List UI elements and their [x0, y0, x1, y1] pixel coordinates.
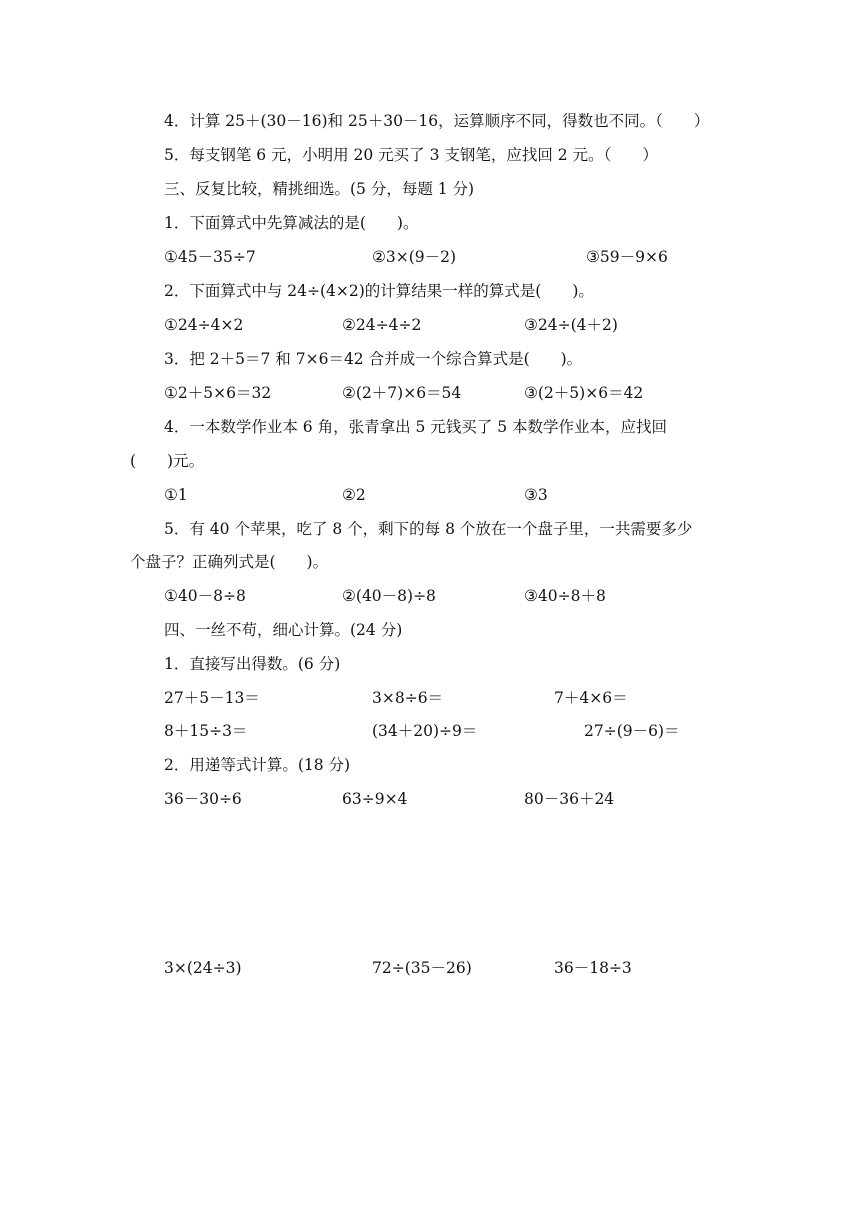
oral-calc-5: (34＋20)÷9＝: [372, 722, 478, 740]
q3-option-1: ①2＋5×6＝32: [164, 384, 272, 402]
q1-option-2: ②3×(9－2): [372, 248, 457, 266]
choice-question-5-line-2: 个盘子？正确列式是( )。: [130, 553, 329, 571]
stepwise-calc-5: 72÷(35－26): [372, 959, 472, 977]
q4-option-3: ③3: [524, 486, 548, 504]
q5-option-2: ②(40－8)÷8: [342, 587, 436, 605]
q5-option-1: ①40－8÷8: [164, 587, 246, 605]
q4-option-2: ②2: [342, 486, 366, 504]
choice-question-5-line-1: 5．有 40 个苹果，吃了 8 个，剩下的每 8 个放在一个盘子里，一共需要多少: [164, 520, 693, 538]
q2-option-3: ③24÷(4＋2): [524, 316, 618, 334]
choice-question-4-line-1: 4．一本数学作业本 6 角，张青拿出 5 元钱买了 5 本数学作业本，应找回: [164, 418, 668, 436]
q3-option-3: ③(2＋5)×6＝42: [524, 384, 644, 402]
oral-calc-1: 27＋5－13＝: [164, 689, 260, 707]
choice-question-2: 2．下面算式中与 24÷(4×2)的计算结果一样的算式是( )。: [164, 282, 594, 300]
choice-question-3: 3．把 2＋5＝7 和 7×6＝42 合并成一个综合算式是( )。: [164, 350, 583, 368]
q2-option-1: ①24÷4×2: [164, 316, 244, 334]
choice-question-4-line-2: ( )元。: [130, 452, 205, 470]
q3-option-2: ②(2＋7)×6＝54: [342, 384, 462, 402]
q2-option-2: ②24÷4÷2: [342, 316, 422, 334]
stepwise-calc-2: 63÷9×4: [342, 790, 408, 808]
sub-question-2-title: 2．用递等式计算。(18 分): [164, 756, 351, 774]
oral-calc-4: 8＋15÷3＝: [164, 722, 248, 740]
oral-calc-2: 3×8÷6＝: [372, 689, 444, 707]
q1-option-1: ①45－35÷7: [164, 248, 256, 266]
q4-option-1: ①1: [164, 486, 188, 504]
judge-question-4: 4．计算 25＋(30－16)和 25＋30－16，运算顺序不同，得数也不同。（ ）: [164, 112, 710, 130]
q1-option-3: ③59－9×6: [586, 248, 668, 266]
stepwise-calc-6: 36－18÷3: [554, 959, 632, 977]
q5-option-3: ③40÷8＋8: [524, 587, 606, 605]
section-3-heading: 三、反复比较，精挑细选。(5 分，每题 1 分): [164, 180, 475, 198]
stepwise-calc-4: 3×(24÷3): [164, 959, 242, 977]
oral-calc-3: 7＋4×6＝: [554, 689, 628, 707]
stepwise-calc-1: 36－30÷6: [164, 790, 242, 808]
judge-question-5: 5．每支钢笔 6 元，小明用 20 元买了 3 支钢笔，应找回 2 元。（ ）: [164, 146, 658, 164]
section-4-heading: 四、一丝不苟，细心计算。(24 分): [164, 621, 403, 639]
stepwise-calc-3: 80－36＋24: [524, 790, 615, 808]
oral-calc-6: 27÷(9－6)＝: [584, 722, 680, 740]
choice-question-1: 1．下面算式中先算减法的是( )。: [164, 214, 419, 232]
sub-question-1-title: 1．直接写出得数。(6 分): [164, 655, 341, 673]
